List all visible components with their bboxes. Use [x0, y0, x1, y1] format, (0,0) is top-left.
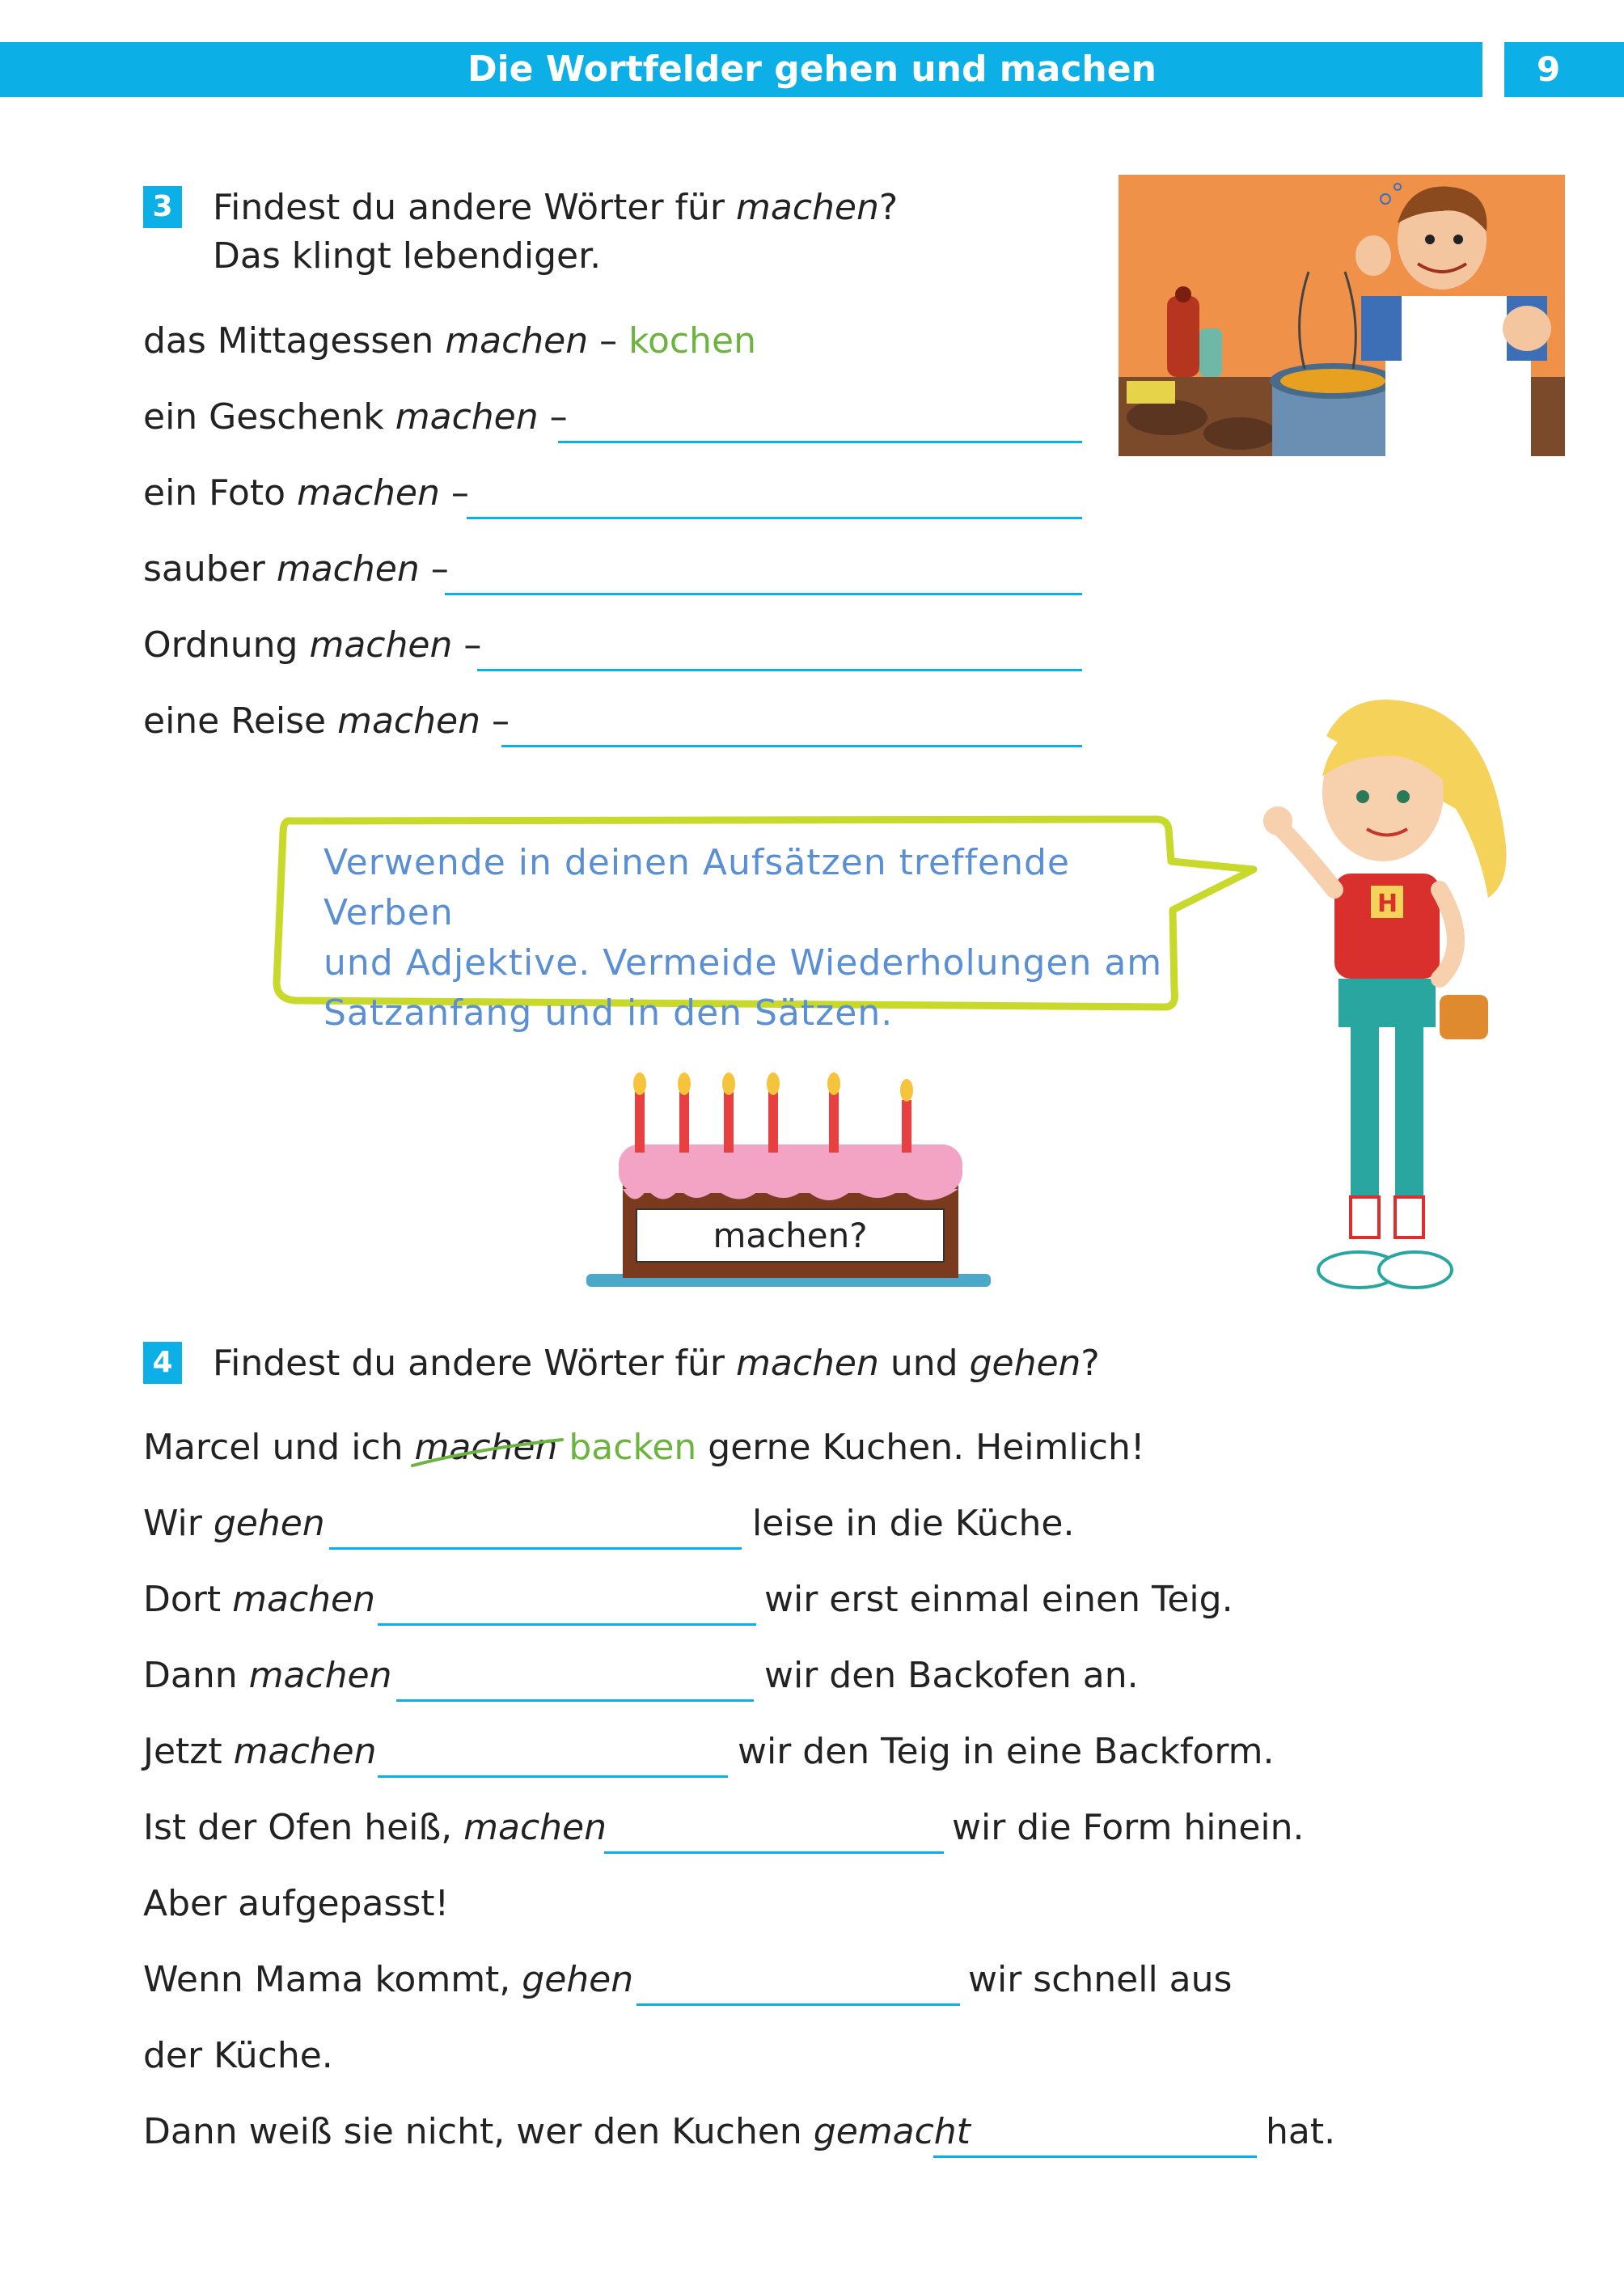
- answer-blank[interactable]: [636, 2003, 960, 2006]
- answer-backen: backen: [569, 1427, 697, 1468]
- task4-line-5-end: wir die Form hinein.: [952, 1807, 1305, 1848]
- answer-blank[interactable]: [329, 1547, 742, 1550]
- task4-plain-line: Aber aufgepasst!: [143, 1883, 450, 1924]
- task-question: Findest du andere Wörter für machen und gehen?: [213, 1343, 1100, 1384]
- answer-blank[interactable]: [477, 669, 1082, 671]
- task4-line-2: Dort machen: [143, 1579, 375, 1620]
- task3-line-2: ein Geschenk machen –: [143, 396, 568, 438]
- cooking-boy-illustration: [1119, 175, 1565, 456]
- task4-line-2-end: wir erst einmal einen Teig.: [764, 1579, 1233, 1620]
- task-number-badge: 4: [143, 1342, 182, 1384]
- task4-line-3-end: wir den Backofen an.: [764, 1655, 1139, 1696]
- task4-last-line: Dann weiß sie nicht, wer den Kuchen gemacht: [143, 2111, 971, 2152]
- answer-blank[interactable]: [604, 1851, 944, 1854]
- task4-example: Marcel und ich machen backen gerne Kuchen. Heimlich!: [143, 1427, 1145, 1468]
- task4-line-4: Jetzt machen: [143, 1731, 377, 1772]
- girl-illustration: [1245, 687, 1537, 1318]
- answer-kochen: kochen: [628, 320, 756, 362]
- task3-line-3: ein Foto machen –: [143, 472, 469, 514]
- task-number-badge: 3: [143, 186, 182, 228]
- task3-line-5: Ordnung machen –: [143, 624, 482, 666]
- task4-line-3: Dann machen: [143, 1655, 392, 1696]
- answer-blank[interactable]: [378, 1623, 756, 1626]
- cake-label: machen?: [713, 1216, 868, 1255]
- answer-blank[interactable]: [445, 593, 1082, 595]
- answer-blank[interactable]: [933, 2156, 1257, 2158]
- strike-line: [408, 1433, 570, 1474]
- answer-blank[interactable]: [501, 745, 1082, 747]
- task4-line-5: Ist der Ofen heiß, machen: [143, 1807, 607, 1848]
- task3-line-6: eine Reise machen –: [143, 700, 510, 742]
- svg-text:H: H: [1377, 890, 1398, 918]
- task4-wenn-line-end: wir schnell aus: [968, 1959, 1233, 2000]
- task4-line-1-end: leise in die Küche.: [752, 1503, 1075, 1544]
- task3-line-4: sauber machen –: [143, 548, 449, 590]
- answer-blank[interactable]: [378, 1775, 728, 1778]
- task-question: Findest du andere Wörter für machen? Das klingt lebendiger.: [213, 187, 899, 277]
- task4-line-4-end: wir den Teig in eine Backform.: [738, 1731, 1275, 1772]
- task4-wenn-cont: der Küche.: [143, 2035, 333, 2076]
- answer-blank[interactable]: [558, 441, 1082, 443]
- struck-word: machen: [415, 1427, 558, 1468]
- task4-line-1: Wir gehen: [143, 1503, 325, 1544]
- answer-blank[interactable]: [467, 517, 1082, 519]
- page-number: 9: [1504, 42, 1624, 97]
- task4-last-line-end: hat.: [1266, 2111, 1336, 2152]
- page-title: Die Wortfelder gehen und machen: [467, 49, 1157, 90]
- tip-text: Verwende in deinen Aufsätzen treffende Verben und Adjektive. Vermeide Wiederholungen am Satzanfang und in den Sätzen.: [324, 842, 1163, 1034]
- answer-blank[interactable]: [396, 1699, 754, 1702]
- task4-wenn-line: Wenn Mama kommt, gehen: [143, 1959, 634, 2000]
- task3-line-1: das Mittagessen machen – kochen: [143, 320, 756, 362]
